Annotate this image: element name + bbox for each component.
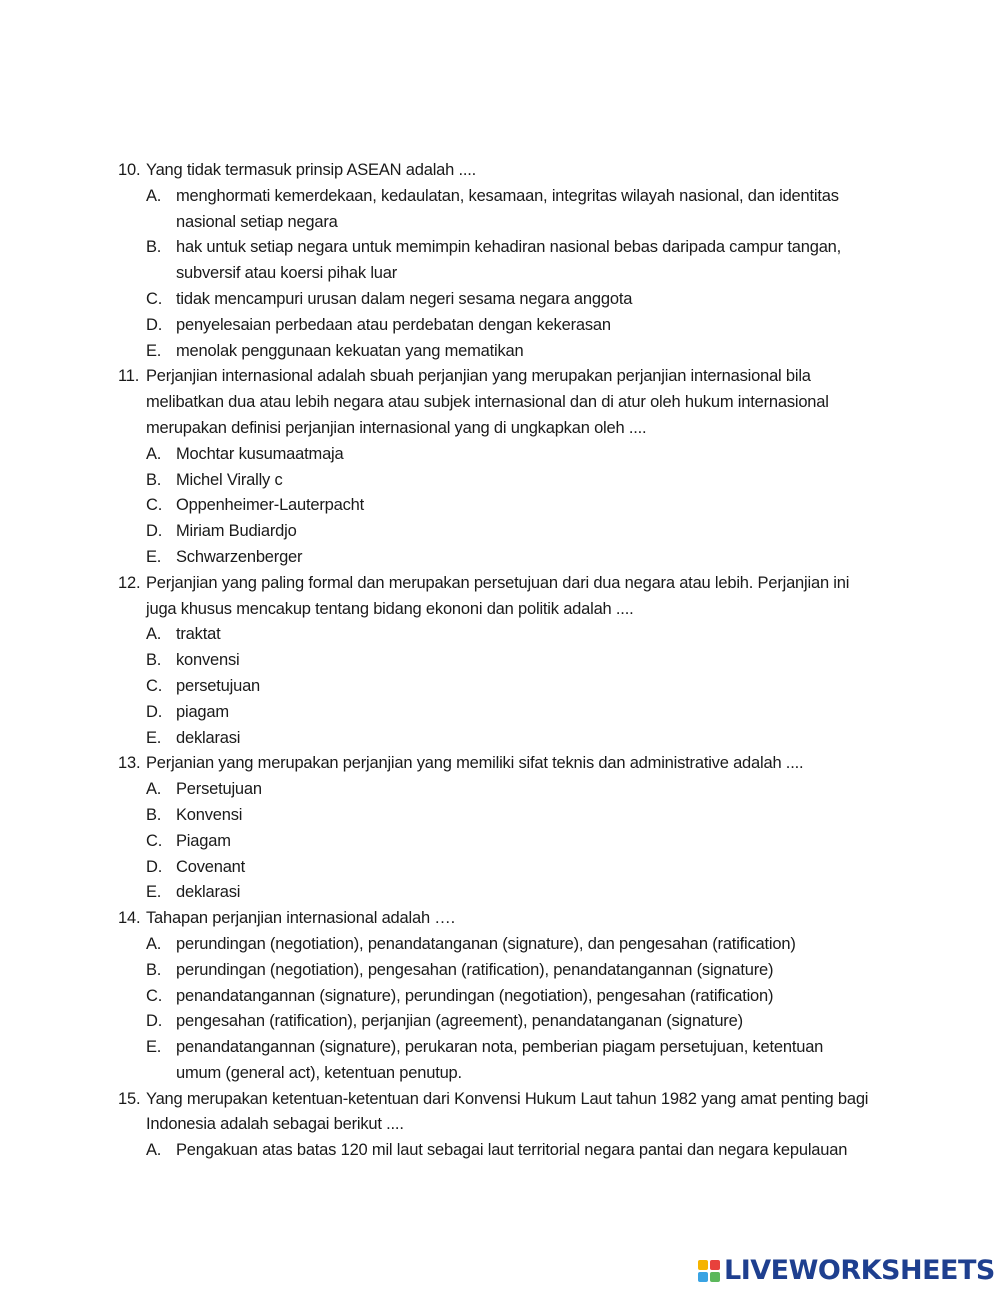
option-text: Piagam [176, 831, 231, 850]
option-letter: E. [146, 883, 162, 902]
option-text: pengesahan (ratification), perjanjian (agreement), penandatanganan (signature) [176, 1012, 743, 1031]
option-text: menolak penggunaan kekuatan yang mematikan [176, 341, 524, 360]
option-letter: A. [146, 444, 162, 463]
answer-option [0, 726, 1000, 752]
question-number: 14. [118, 909, 141, 928]
question-stem-row [0, 1087, 1000, 1139]
question-stem: Yang merupakan ketentuan-ketentuan dari Konvensi Hukum Laut tahun 1982 yang amat penting bagi Indonesia adalah sebagai berikut .... [146, 1089, 869, 1134]
answer-option [0, 700, 1000, 726]
question-15 [0, 1087, 1000, 1164]
answer-option [0, 313, 1000, 339]
option-letter: B. [146, 960, 162, 979]
option-letter: C. [146, 496, 163, 515]
option-letter: E. [146, 547, 162, 566]
option-text: menghormati kemerdekaan, kedaulatan, kesamaan, integritas wilayah nasional, dan identitas nasional setiap negara [176, 186, 839, 231]
option-text: penyelesaian perbedaan atau perdebatan dengan kekerasan [176, 315, 611, 334]
question-13 [0, 751, 1000, 906]
answer-option [0, 648, 1000, 674]
option-text: penandatangannan (signature), perukaran nota, pemberian piagam persetujuan, ketentuan umum (general act), ketentuan penutup. [176, 1038, 824, 1082]
question-number: 13. [118, 754, 141, 773]
answer-option [0, 519, 1000, 545]
question-stem-row [0, 158, 1000, 184]
answer-option [0, 545, 1000, 571]
question-stem-row [0, 364, 1000, 441]
option-text: Miriam Budiardjo [176, 522, 297, 541]
answer-option [0, 339, 1000, 365]
option-text: hak untuk setiap negara untuk memimpin kehadiran nasional bebas daripada campur tangan, subversif atau koersi pihak luar [176, 238, 842, 283]
answer-option [0, 1138, 1000, 1164]
answer-option [0, 468, 1000, 494]
option-text: penandatangannan (signature), perundingan (negotiation), pengesahan (ratification) [176, 986, 774, 1005]
option-text: tidak mencampuri urusan dalam negeri sesama negara anggota [176, 289, 633, 308]
option-letter: E. [146, 1038, 162, 1057]
logo-square [710, 1272, 720, 1282]
answer-option [0, 932, 1000, 958]
answer-option [0, 674, 1000, 700]
answer-option [0, 958, 1000, 984]
question-stem: Perjanjian internasional adalah sbuah perjanjian yang merupakan perjanjian internasional bila melibatkan dua atau lebih negara atau subjek internasional dan di atur oleh hukum internasional merupakan definisi perjanjian internasional yang di ungkapkan oleh .... [146, 367, 829, 437]
option-letter: C. [146, 831, 163, 850]
option-text: perundingan (negotiation), pengesahan (ratification), penandatangannan (signature) [176, 960, 774, 979]
option-letter: D. [146, 702, 163, 721]
option-letter: A. [146, 1141, 162, 1160]
question-12 [0, 571, 1000, 752]
answer-option [0, 829, 1000, 855]
question-10 [0, 158, 1000, 364]
option-letter: A. [146, 625, 162, 644]
option-letter: D. [146, 857, 163, 876]
option-letter: C. [146, 986, 163, 1005]
answer-option [0, 1035, 1000, 1087]
option-letter: A. [146, 780, 162, 799]
option-letter: E. [146, 728, 162, 747]
option-letter: B. [146, 470, 162, 489]
option-text: perundingan (negotiation), penandatanganan (signature), dan pengesahan (ratification) [176, 934, 796, 953]
option-text: piagam [176, 702, 229, 721]
option-text: deklarasi [176, 883, 241, 902]
option-text: deklarasi [176, 728, 241, 747]
question-number: 12. [118, 573, 141, 592]
question-stem: Tahapan perjanjian internasional adalah …. [146, 909, 455, 928]
option-letter: A. [146, 186, 162, 205]
option-text: Covenant [176, 857, 246, 876]
option-text: Schwarzenberger [176, 547, 303, 566]
answer-option [0, 984, 1000, 1010]
option-text: konvensi [176, 651, 240, 670]
question-stem-row [0, 906, 1000, 932]
option-letter: D. [146, 522, 163, 541]
answer-option [0, 184, 1000, 236]
answer-option [0, 235, 1000, 287]
question-number: 10. [118, 161, 141, 179]
option-text: Persetujuan [176, 780, 262, 799]
answer-option [0, 1009, 1000, 1035]
logo-mark-icon [698, 1260, 720, 1282]
option-letter: D. [146, 1012, 163, 1031]
question-stem-row [0, 571, 1000, 623]
answer-option [0, 855, 1000, 881]
option-text: Mochtar kusumaatmaja [176, 444, 344, 463]
question-number: 15. [118, 1089, 141, 1108]
question-stem: Perjanjian yang paling formal dan merupakan persetujuan dari dua negara atau lebih. Perjanjian ini juga khusus mencakup tentang bidang ekononi dan politik adalah .... [146, 573, 850, 618]
logo-text: LIVEWORKSHEETS [724, 1254, 995, 1286]
option-text: persetujuan [176, 676, 261, 695]
logo-square [698, 1272, 708, 1282]
answer-option [0, 803, 1000, 829]
question-14 [0, 906, 1000, 1087]
answer-option [0, 622, 1000, 648]
option-letter: C. [146, 289, 163, 308]
worksheet-document [0, 158, 1000, 1164]
question-number: 11. [118, 367, 140, 386]
option-letter: D. [146, 315, 163, 334]
question-stem-row [0, 751, 1000, 777]
option-letter: A. [146, 934, 162, 953]
option-letter: B. [146, 805, 162, 824]
question-11 [0, 364, 1000, 570]
answer-option [0, 777, 1000, 803]
logo-square [698, 1260, 708, 1270]
answer-option [0, 442, 1000, 468]
option-text: Oppenheimer-Lauterpacht [176, 496, 365, 515]
answer-option [0, 287, 1000, 313]
option-text: Pengakuan atas batas 120 mil laut sebagai laut territorial negara pantai dan negara kepulauan [176, 1141, 848, 1160]
answer-option [0, 493, 1000, 519]
option-letter: C. [146, 676, 163, 695]
liveworksheets-logo [698, 1255, 995, 1285]
option-text: traktat [176, 625, 221, 644]
option-text: Konvensi [176, 805, 243, 824]
option-letter: E. [146, 341, 162, 360]
answer-option [0, 880, 1000, 906]
option-letter: B. [146, 651, 162, 670]
option-text: Michel Virally c [176, 470, 283, 489]
option-letter: B. [146, 238, 162, 257]
question-stem: Yang tidak termasuk prinsip ASEAN adalah .... [146, 161, 477, 179]
question-stem: Perjanian yang merupakan perjanjian yang memiliki sifat teknis dan administrative adalah .... [146, 754, 804, 773]
logo-square [710, 1260, 720, 1270]
